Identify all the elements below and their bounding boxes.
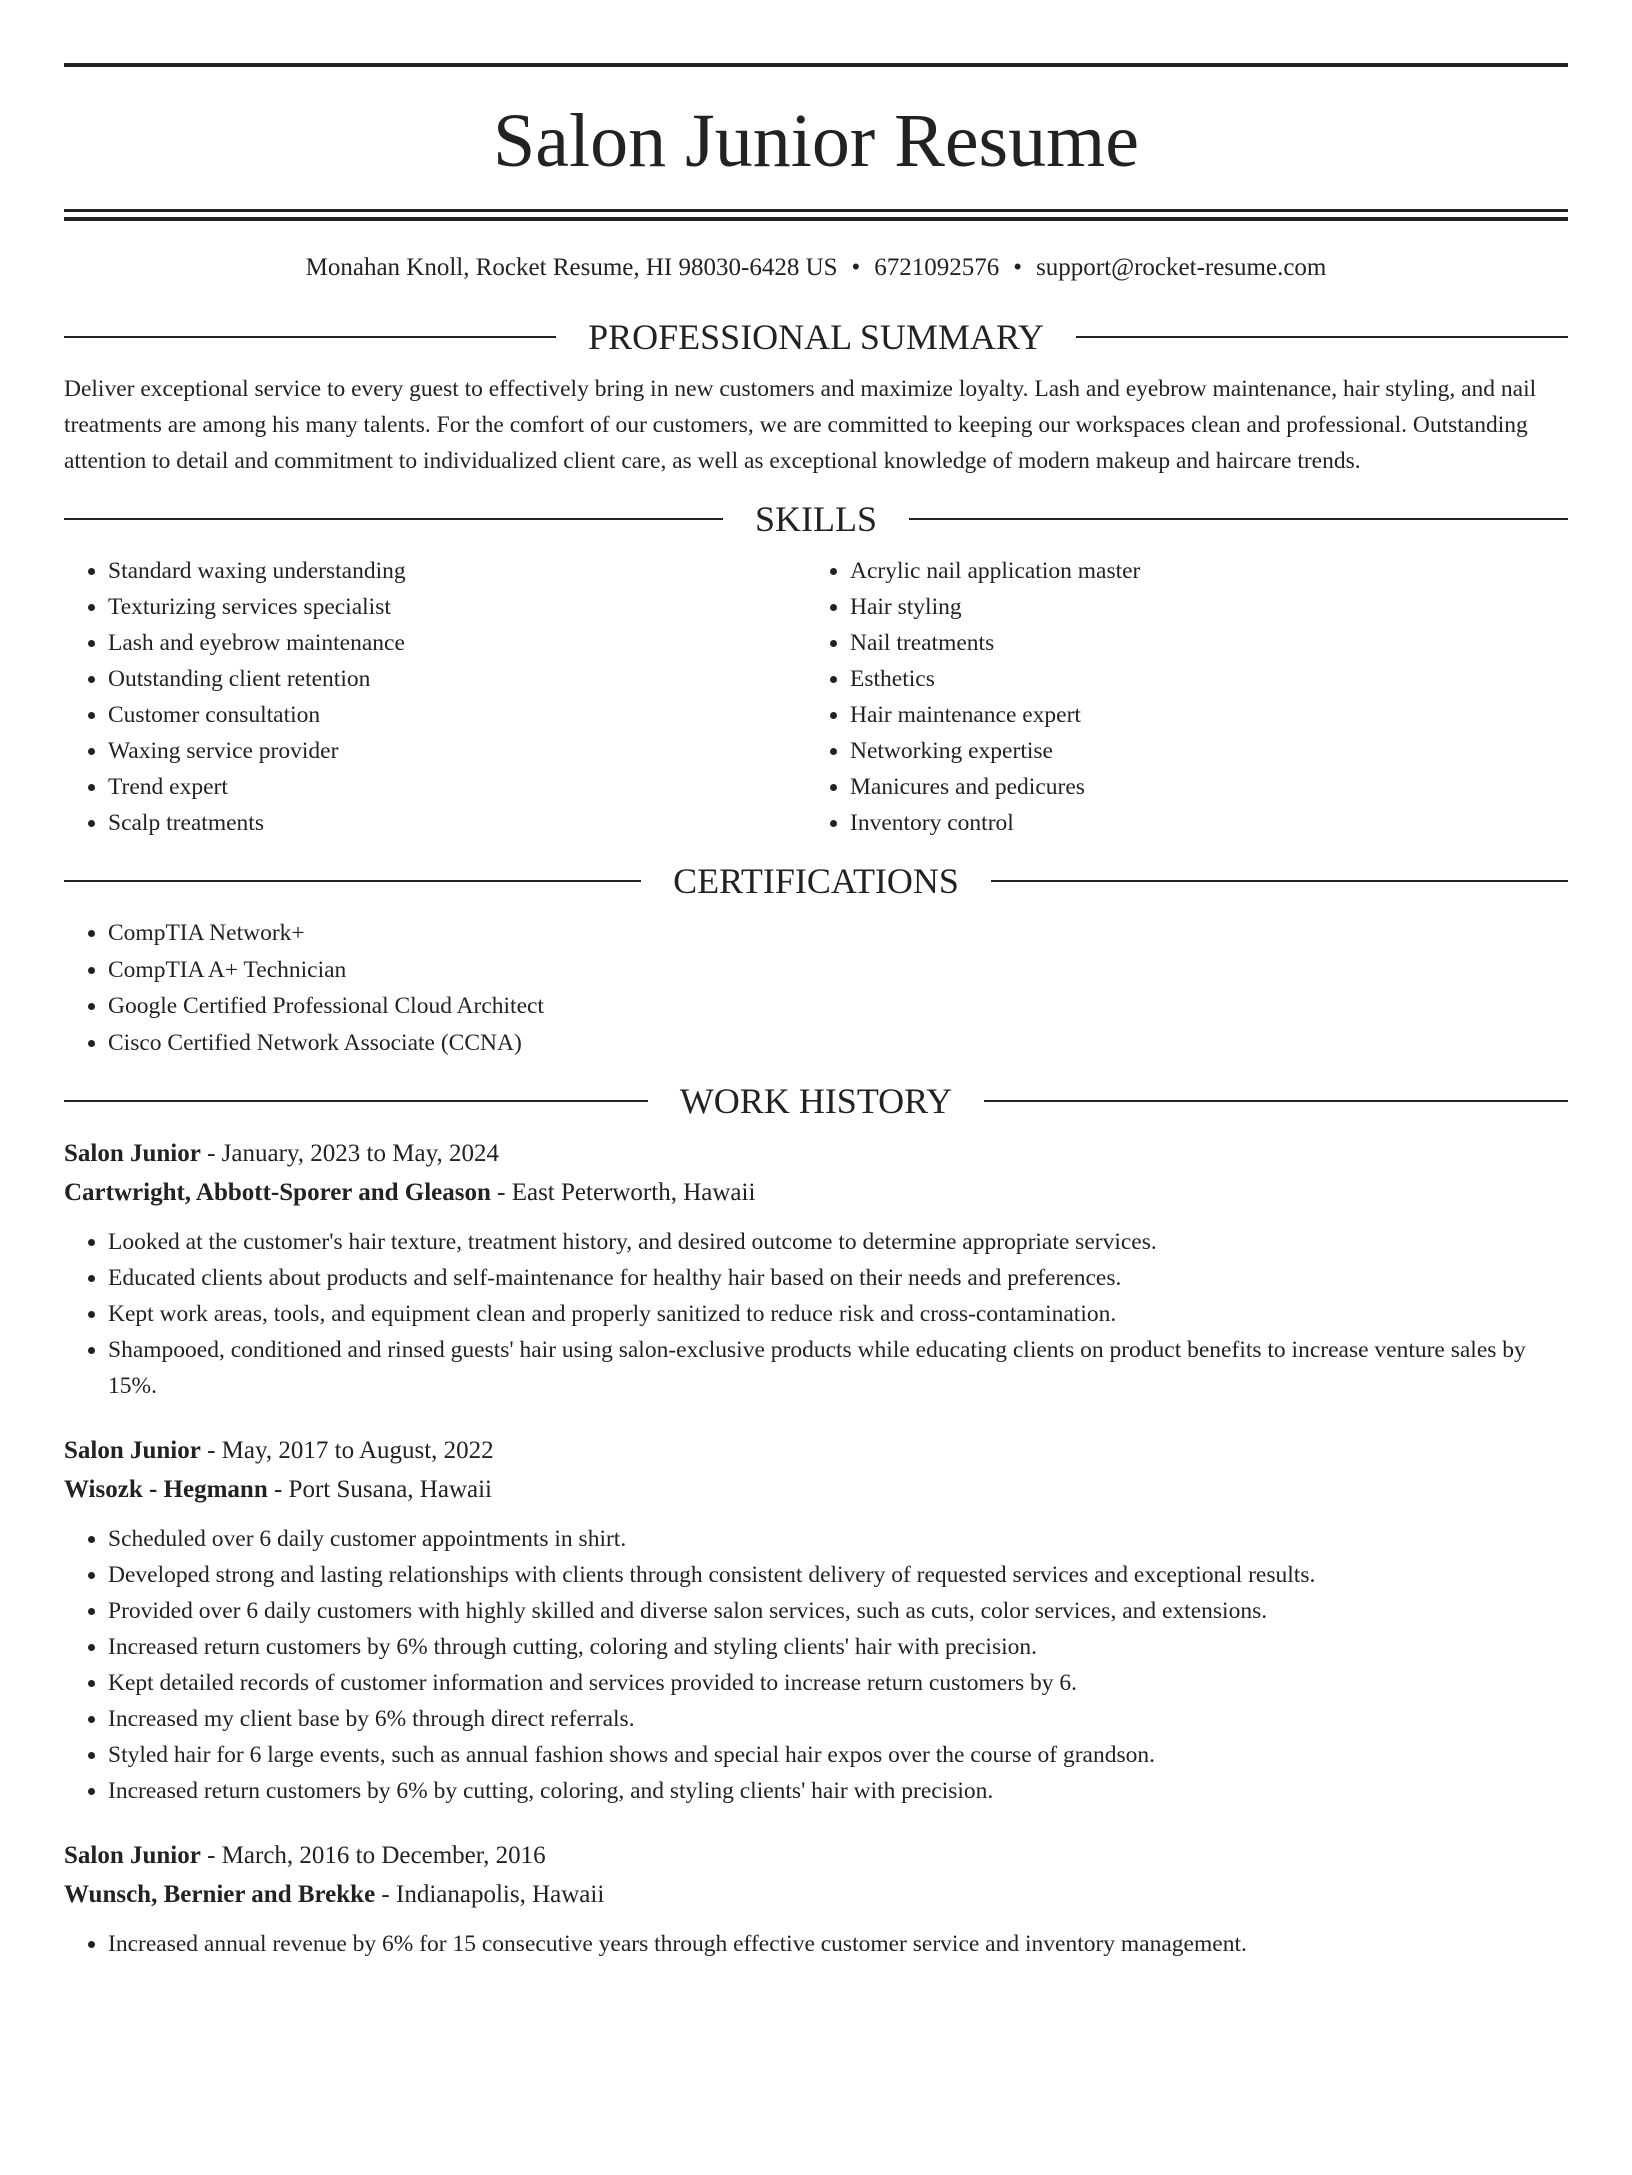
job-bullet: • Styled hair for 6 large events, such as annual fashion shows and special hair expos over the course of grandson. xyxy=(108,1737,1568,1773)
contact-line xyxy=(64,253,1568,283)
job-dates: - January, 2023 to May, 2024 xyxy=(200,1140,499,1167)
heading-rule-left xyxy=(64,336,556,338)
job-bullet: • Shampooed, conditioned and rinsed guests' hair using salon-exclusive products while educating clients on product benefits to increase venture sales by 15%. xyxy=(108,1332,1568,1404)
skill-item: • Lash and eyebrow maintenance xyxy=(108,625,806,661)
skill-item: • Esthetics xyxy=(850,661,1548,697)
contact-phone: 6721092576 xyxy=(874,254,1000,281)
skill-item: • Scalp treatments xyxy=(108,805,806,841)
title-double-rule xyxy=(64,209,1568,221)
job-bullet: • Increased return customers by 6% through cutting, coloring and styling clients' hair with precision. xyxy=(108,1629,1568,1665)
job-bullet: • Kept detailed records of customer information and services provided to increase return customers by 6. xyxy=(108,1665,1568,1701)
job-title: Salon Junior xyxy=(64,1140,201,1167)
skill-item: • Outstanding client retention xyxy=(108,661,806,697)
skills-column-left xyxy=(64,553,806,841)
skill-item: • Customer consultation xyxy=(108,697,806,733)
heading-rule-right xyxy=(909,518,1568,520)
summary-heading-label: PROFESSIONAL SUMMARY xyxy=(588,317,1044,357)
job-company: Wisozk - Hegmann xyxy=(64,1476,268,1503)
certifications-heading-label: CERTIFICATIONS xyxy=(673,861,959,901)
contact-address: Monahan Knoll, Rocket Resume, HI 98030-6428 US xyxy=(305,254,838,281)
contact-separator: • xyxy=(1013,254,1023,281)
job-company-line xyxy=(64,1470,1568,1509)
job-bullet: • Provided over 6 daily customers with highly skilled and diverse salon services, such as cuts, color services, and extensions. xyxy=(108,1593,1568,1629)
job-entry xyxy=(64,1431,1568,1809)
skill-item: • Waxing service provider xyxy=(108,733,806,769)
job-bullet: • Increased annual revenue by 6% for 15 consecutive years through effective customer service and inventory management. xyxy=(108,1926,1568,1962)
skill-item: • Inventory control xyxy=(850,805,1548,841)
work-history-heading-label: WORK HISTORY xyxy=(679,1081,953,1121)
job-bullet: • Increased my client base by 6% through direct referrals. xyxy=(108,1701,1568,1737)
certification-item: • Google Certified Professional Cloud Architect xyxy=(108,988,1568,1025)
job-location: - Indianapolis, Hawaii xyxy=(375,1881,605,1908)
resume-title: Salon Junior Resume xyxy=(493,99,1139,183)
contact-separator: • xyxy=(851,254,861,281)
job-entry xyxy=(64,1134,1568,1404)
skills-column-right xyxy=(806,553,1548,841)
skill-item: • Networking expertise xyxy=(850,733,1548,769)
job-entry xyxy=(64,1836,1568,1962)
job-title-line xyxy=(64,1836,1568,1875)
skill-item: • Acrylic nail application master xyxy=(850,553,1548,589)
job-bullet: • Kept work areas, tools, and equipment clean and properly sanitized to reduce risk and cross-contamination. xyxy=(108,1296,1568,1332)
job-location: - Port Susana, Hawaii xyxy=(267,1476,493,1503)
summary-section-heading xyxy=(64,317,1568,357)
skills-list xyxy=(64,553,1568,841)
skill-item: • Hair styling xyxy=(850,589,1548,625)
skill-item: • Nail treatments xyxy=(850,625,1548,661)
skill-item: • Hair maintenance expert xyxy=(850,697,1548,733)
job-bullets xyxy=(64,1926,1568,1962)
heading-rule-right xyxy=(984,1100,1568,1102)
skills-section-heading xyxy=(64,499,1568,539)
job-bullet: • Looked at the customer's hair texture, treatment history, and desired outcome to determine appropriate services. xyxy=(108,1224,1568,1260)
certifications-section-heading xyxy=(64,861,1568,901)
job-bullets xyxy=(64,1224,1568,1404)
job-bullet: • Educated clients about products and self-maintenance for healthy hair based on their needs and preferences. xyxy=(108,1260,1568,1296)
heading-rule-right xyxy=(991,880,1568,882)
heading-rule-right xyxy=(1076,336,1568,338)
resume-page xyxy=(0,63,1632,2175)
job-title: Salon Junior xyxy=(64,1437,201,1464)
job-bullet: • Scheduled over 6 daily customer appointments in shirt. xyxy=(108,1521,1568,1557)
skill-item: • Manicures and pedicures xyxy=(850,769,1548,805)
job-company: Wunsch, Bernier and Brekke xyxy=(64,1881,376,1908)
job-bullets xyxy=(64,1521,1568,1809)
job-bullet: • Increased return customers by 6% by cutting, coloring, and styling clients' hair with precision. xyxy=(108,1773,1568,1809)
job-company-line xyxy=(64,1875,1568,1914)
skill-item: • Trend expert xyxy=(108,769,806,805)
summary-text: Deliver exceptional service to every guest to effectively bring in new customers and maximize loyalty. Lash and eyebrow maintenance, hair styling, and nail treatments are among his many talents. For the comfort of our customers, we are committed to keeping our workspaces clean and professional. Outstanding attention to detail and commitment to individualized client care, as well as exceptional knowledge of modern makeup and haircare trends. xyxy=(64,376,1537,474)
certification-item: • CompTIA A+ Technician xyxy=(108,952,1568,989)
job-dates: - March, 2016 to December, 2016 xyxy=(200,1842,546,1869)
certification-item: • Cisco Certified Network Associate (CCNA) xyxy=(108,1025,1568,1062)
job-bullet: • Developed strong and lasting relationships with clients through consistent delivery of requested services and exceptional results. xyxy=(108,1557,1568,1593)
certifications-list xyxy=(64,915,1568,1061)
skill-item: • Texturizing services specialist xyxy=(108,589,806,625)
job-location: - East Peterworth, Hawaii xyxy=(490,1179,756,1206)
job-company: Cartwright, Abbott-Sporer and Gleason xyxy=(64,1179,491,1206)
certification-item: • CompTIA Network+ xyxy=(108,915,1568,952)
job-title-line xyxy=(64,1431,1568,1470)
heading-rule-left xyxy=(64,880,641,882)
job-title-line xyxy=(64,1134,1568,1173)
work-history-section-heading xyxy=(64,1081,1568,1121)
skills-heading-label: SKILLS xyxy=(755,499,878,539)
contact-email: support@rocket-resume.com xyxy=(1036,254,1327,281)
skill-item: • Standard waxing understanding xyxy=(108,553,806,589)
heading-rule-left xyxy=(64,1100,648,1102)
job-company-line xyxy=(64,1173,1568,1212)
job-dates: - May, 2017 to August, 2022 xyxy=(200,1437,494,1464)
job-title: Salon Junior xyxy=(64,1842,201,1869)
heading-rule-left xyxy=(64,518,723,520)
